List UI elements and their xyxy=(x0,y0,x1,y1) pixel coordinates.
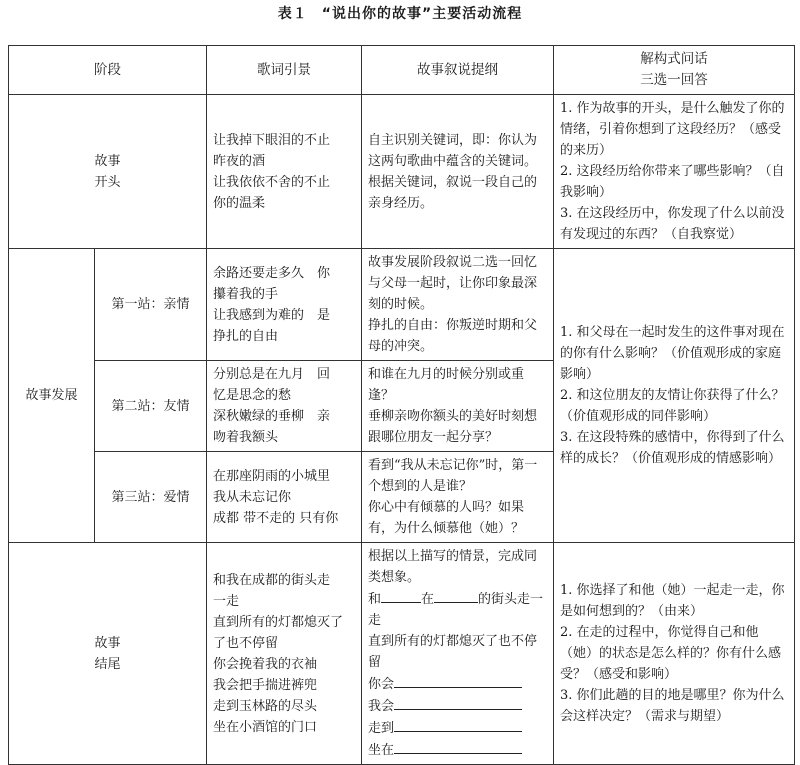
lyric-line: 让我依依不舍的不止 xyxy=(213,174,331,190)
header-dialogue-line1: 解构式问话 xyxy=(640,51,708,67)
header-lyrics: 歌词引景 xyxy=(207,46,362,95)
outline-text: 直到所有的灯都熄灭了也不停留 xyxy=(368,634,538,670)
fill-prompt: 我会 xyxy=(368,699,395,714)
question-item: 1. 和父母在一起时发生的这件事对现在的你有什么影响？（价值观形成的家庭影响） xyxy=(560,325,785,382)
fill-prompt-line xyxy=(368,739,547,761)
fill-prompt: 坐在 xyxy=(368,743,395,758)
fill-word: 的街头走一走 xyxy=(368,592,544,628)
lyric-line: 忆是思念的愁 xyxy=(213,388,292,403)
outline-opening xyxy=(362,95,554,249)
lyrics-love xyxy=(207,452,362,543)
blank-line xyxy=(394,717,522,732)
lyric-line: 我从未忘记你 xyxy=(213,489,292,505)
lyric-line: 吻着我额头 xyxy=(213,430,279,445)
questions-development xyxy=(554,249,795,543)
fill-blank-line xyxy=(368,588,547,631)
lyrics-friendship xyxy=(207,361,362,452)
stage-opening xyxy=(9,95,207,249)
outline-text: 故事发展阶段叙说二选一回忆与父母一起时，让你印象最深刻的时候。 xyxy=(368,255,538,312)
stop-name-family: 第一站：亲情 xyxy=(95,249,207,361)
stage-ending xyxy=(9,543,207,765)
question-item: 2. 在走的过程中，你觉得自己和他（她）的状态是怎么样的？你有什么感受？（感受和影响） xyxy=(560,625,782,682)
outline-text: 挣扎的自由：你叛逆时期和父母的冲突。 xyxy=(368,318,538,354)
blank-line xyxy=(394,695,522,710)
lyric-line: 分别总是在九月 回 xyxy=(213,367,331,382)
questions-opening xyxy=(554,95,795,249)
header-row xyxy=(9,46,795,95)
lyric-line: 你会挽着我的衣袖 xyxy=(213,656,318,672)
activity-flow-table xyxy=(8,45,795,765)
outline-text: 根据关键词，叙说一段自己的亲身经历。 xyxy=(368,174,538,211)
table-title: “说出你的故事”主要活动流程 xyxy=(321,6,523,22)
lyric-line: 成都 带不走的 只有你 xyxy=(213,510,339,526)
fill-prompt: 你会 xyxy=(368,677,395,692)
outline-family xyxy=(362,249,554,361)
blank-line xyxy=(381,588,421,603)
header-stage: 阶段 xyxy=(9,46,207,95)
question-item: 1. 你选择了和他（她）一起走一走，你是如何想到的？（由来） xyxy=(560,583,785,619)
stage-line: 故事 xyxy=(94,635,121,651)
lyrics-family xyxy=(207,249,362,361)
question-item: 2. 和这位朋友的友情让你获得了什么？（价值观形成的同伴影响） xyxy=(560,388,785,424)
outline-text: 垂柳亲吻你额头的美好时刻想跟哪位朋友一起分享？ xyxy=(368,409,538,445)
lyric-line: 让我感到为难的 是 xyxy=(213,307,331,323)
lyric-line: 挣扎的自由 xyxy=(213,328,279,344)
stop-name-friendship: 第二站：友情 xyxy=(95,361,207,452)
header-outline: 故事叙说提纲 xyxy=(362,46,554,95)
outline-love xyxy=(362,452,554,543)
stop-name-love: 第三站：爱情 xyxy=(95,452,207,543)
blank-line xyxy=(434,588,478,603)
fill-prompt-line xyxy=(368,695,547,717)
row-ending xyxy=(9,543,795,765)
fill-word: 和 xyxy=(368,592,382,607)
question-item: 3. 你们此趟的目的地是哪里？你为什么会这样决定？（需求与期望） xyxy=(560,688,785,724)
fill-prompt-line xyxy=(368,717,547,739)
question-item: 2. 这段经历给你带来了哪些影响？（自我影响） xyxy=(560,164,785,200)
outline-friendship xyxy=(362,361,554,452)
stage-development: 故事发展 xyxy=(9,249,95,543)
lyric-line: 昨夜的酒 xyxy=(213,153,266,169)
header-dialogue-line2: 三选一回答 xyxy=(640,72,708,88)
table-caption xyxy=(0,4,800,24)
lyric-line: 我会把手揣进裤兜 xyxy=(213,677,318,693)
lyric-line: 了也不停留 xyxy=(213,635,279,651)
lyric-line: 直到所有的灯都熄灭了 xyxy=(213,614,344,630)
lyric-line: 你的温柔 xyxy=(213,195,266,211)
outline-ending xyxy=(362,543,554,765)
lyric-line: 坐在小酒馆的门口 xyxy=(213,719,318,735)
lyric-line: 深秋嫩绿的垂柳 亲 xyxy=(213,409,331,424)
outline-text: 和谁在九月的时候分别或重逢？ xyxy=(368,367,525,403)
lyric-line: 在那座阴雨的小城里 xyxy=(213,468,331,484)
question-item: 1. 作为故事的开头，是什么触发了你的情绪，引着你想到了这段经历？（感受的来历） xyxy=(560,101,785,158)
lyrics-opening xyxy=(207,95,362,249)
lyric-line: 攥着我的手 xyxy=(213,286,279,302)
outline-text: 自主识别关键词，即：你认为这两句歌曲中蕴含的关键词。 xyxy=(368,132,538,169)
stage-line: 结尾 xyxy=(94,656,121,672)
lyric-line: 一走 xyxy=(213,593,240,609)
lyrics-ending xyxy=(207,543,362,765)
outline-text: 看到“我从未忘记你”时，第一个想到的人是谁？ xyxy=(368,458,538,494)
lyric-line: 走到玉林路的尽头 xyxy=(213,698,318,714)
lyric-line: 和我在成都的街头走 xyxy=(213,572,331,588)
lyric-line: 余路还要走多久 你 xyxy=(213,265,331,281)
questions-ending xyxy=(554,543,795,765)
blank-line xyxy=(394,739,522,754)
table-number: 表１ xyxy=(277,6,308,22)
blank-line xyxy=(394,673,522,688)
row-opening xyxy=(9,95,795,249)
outline-text: 你心中有倾慕的人吗？如果有，为什么倾慕他（她）？ xyxy=(368,500,525,536)
lyric-line: 让我掉下眼泪的不止 xyxy=(213,132,331,148)
outline-text: 根据以上描写的情景，完成同类想象。 xyxy=(368,549,538,585)
stage-line: 开头 xyxy=(94,174,121,190)
fill-prompt: 走到 xyxy=(368,721,395,736)
fill-prompt-line xyxy=(368,673,547,695)
header-dialogue xyxy=(554,46,795,95)
question-item: 3. 在这段特殊的感情中，你得到了什么样的成长？（价值观形成的情感影响） xyxy=(560,430,785,466)
row-development-stop1 xyxy=(9,249,795,361)
question-item: 3. 在这段经历中，你发现了什么以前没有发现过的东西？（自我察觉） xyxy=(560,206,785,242)
fill-word: 在 xyxy=(421,592,435,607)
stage-line: 故事 xyxy=(94,153,121,169)
